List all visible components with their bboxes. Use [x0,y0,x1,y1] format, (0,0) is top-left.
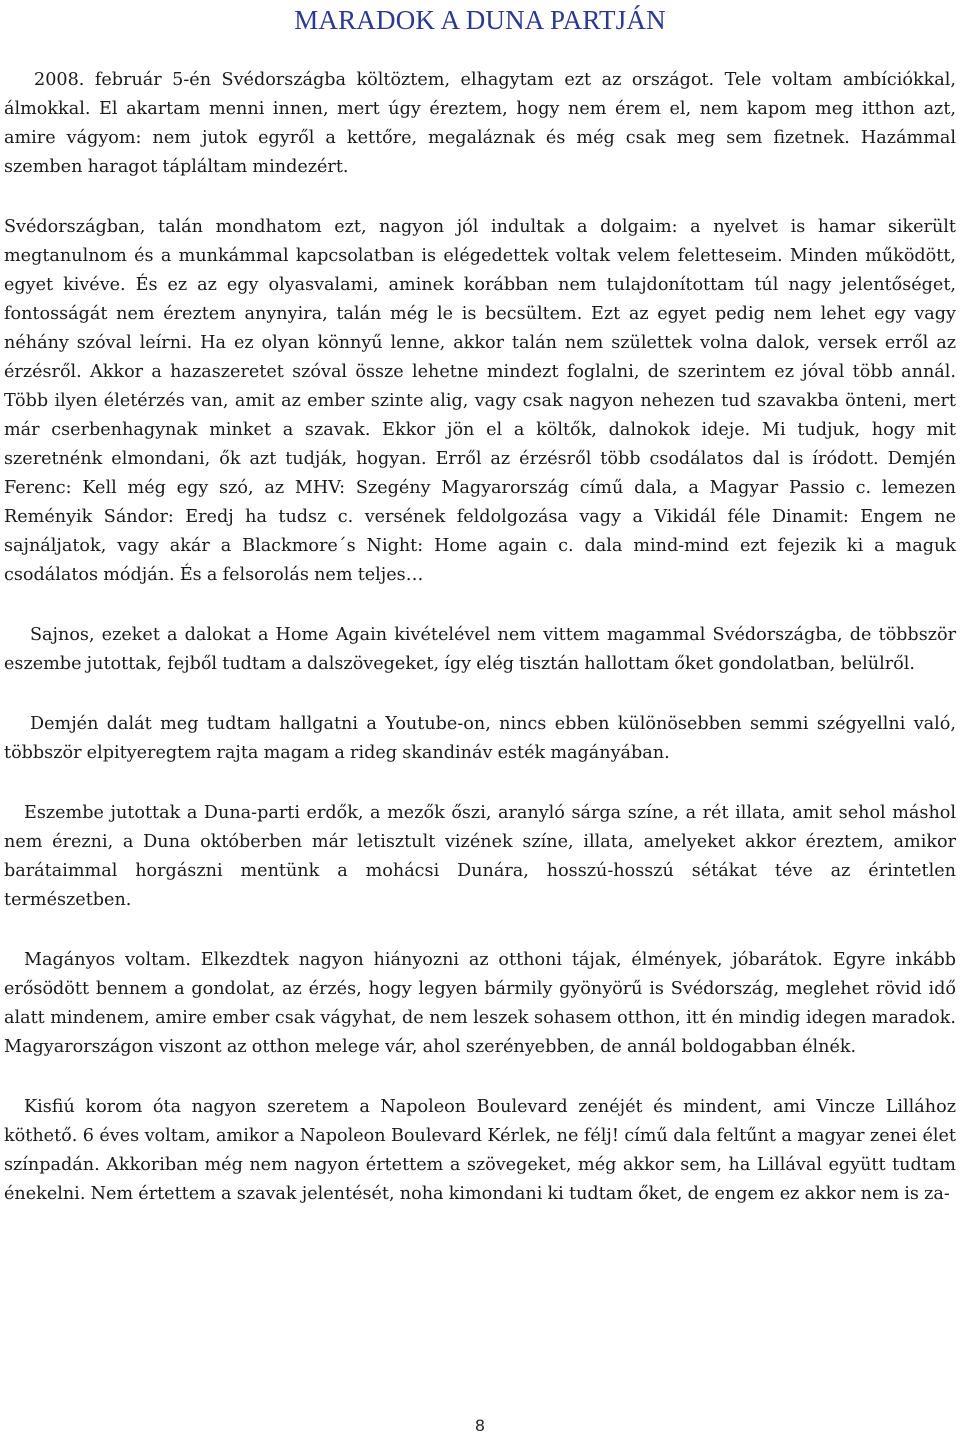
page-number: 8 [475,1416,485,1435]
page-title: MARADOK A DUNA PARTJÁN [294,5,666,35]
paragraph-5: Eszembe jutottak a Duna-parti erdők, a mezők őszi, aranyló sárga színe, a rét illata, amit sehol máshol nem érezni, a Duna októberben már letisztult vizének színe, illata, amelyeket akkor éreztem, amikor barátaimmal horgászni mentünk a mohácsi Dunára, hosszú-hosszú sétákat téve az érintetlen természetben. [4,803,956,910]
paragraph-2: Svédországban, talán mondhatom ezt, nagyon jól indultak a dolgaim: a nyelvet is hamar sikerült megtanulnom és a munkámmal kapcsolatban is elégedettek voltak velem feletteseim. Minden működött, egyet kivéve. És ez az egy olyasvalami, aminek korábban nem tulajdonítottam túl nagy jelentőséget, fontosságát nem éreztem anynyira, talán még le is becsültem. Ezt az egyet pedig nem lehet egy vagy néhány szóval leírni. Ha ez olyan könnyű lenne, akkor talán nem születtek volna dalok, versek erről az érzésről. Akkor a hazaszeretet szóval össze lehetne mindezt foglalni, de szerintem ez jóval több annál. Több ilyen életérzés van, amit az ember szinte alig, vagy csak nagyon nehezen tud szavakba önteni, mert már cserbenhagynak minket a szavak. Ekkor jön el a költők, dalnokok ideje. Mi tudjuk, hogy mit szeretnénk elmondani, ők azt tudják, hogyan. Erről az érzésről több csodálatos dal is íródott. Demjén Ferenc: Kell még egy szó, az MHV: Szegény Magyarország című dala, a Magyar Passio c. lemezen Reményik Sándor: Eredj ha tudsz c. versének feldolgozása vagy a Vikidál féle Dinamit: Engem ne sajnáljatok, vagy akár a Blackmore´s Night: Home again c. dala mind-mind ezt fejezik ki a maguk csodálatos módján. És a felsorolás nem teljes… [4,217,956,585]
paragraph-7: Kisfiú korom óta nagyon szeretem a Napoleon Boulevard zenéjét és mindent, ami Vincze Lillához köthető. 6 éves voltam, amikor a Napoleon Boulevard Kérlek, ne félj! című dala feltűnt a magyar zenei élet színpadán. Akkoriban még nem nagyon értettem a szövegeket, még akkor sem, ha Lillával együtt tudtam énekelni. Nem értettem a szavak jelentését, noha kimondani ki tudtam őket, de engem ez akkor nem is za- [4,1097,956,1204]
paragraph-6: Magányos voltam. Elkezdtek nagyon hiányozni az otthoni tájak, élmények, jóbarátok. Egyre inkább erősödött bennem a gondolat, az érzés, hogy legyen bármily gyönyörű is Svédország, meglehet rövid idő alatt mindenem, amire ember csak vágyhat, de nem leszek sohasem otthon, itt én mindig idegen maradok. Magyarországon viszont az otthon melege vár, ahol szerényebben, de annál boldogabban élnék. [4,950,956,1057]
paragraph-3: Sajnos, ezeket a dalokat a Home Again kivételével nem vittem magammal Svédországba, de többször eszembe jutottak, fejből tudtam a dalszövegeket, így elég tisztán hallottam őket gondolatban, belülről. [4,625,956,674]
paragraph-4: Demjén dalát meg tudtam hallgatni a Youtube-on, nincs ebben különösebben semmi szégyellni való, többször elpityeregtem rajta magam a rideg skandináv esték magányában. [4,714,956,763]
paragraph-1: 2008. február 5-én Svédországba költöztem, elhagytam ezt az országot. Tele voltam ambíciókkal, álmokkal. El akartam menni innen, mert úgy éreztem, hogy nem érem el, nem kapom meg itthon azt, amire vágyom: nem jutok egyről a kettőre, megaláznak és még csak meg sem fizetnek. Hazámmal szemben haragot tápláltam mindezért. [4,70,956,177]
